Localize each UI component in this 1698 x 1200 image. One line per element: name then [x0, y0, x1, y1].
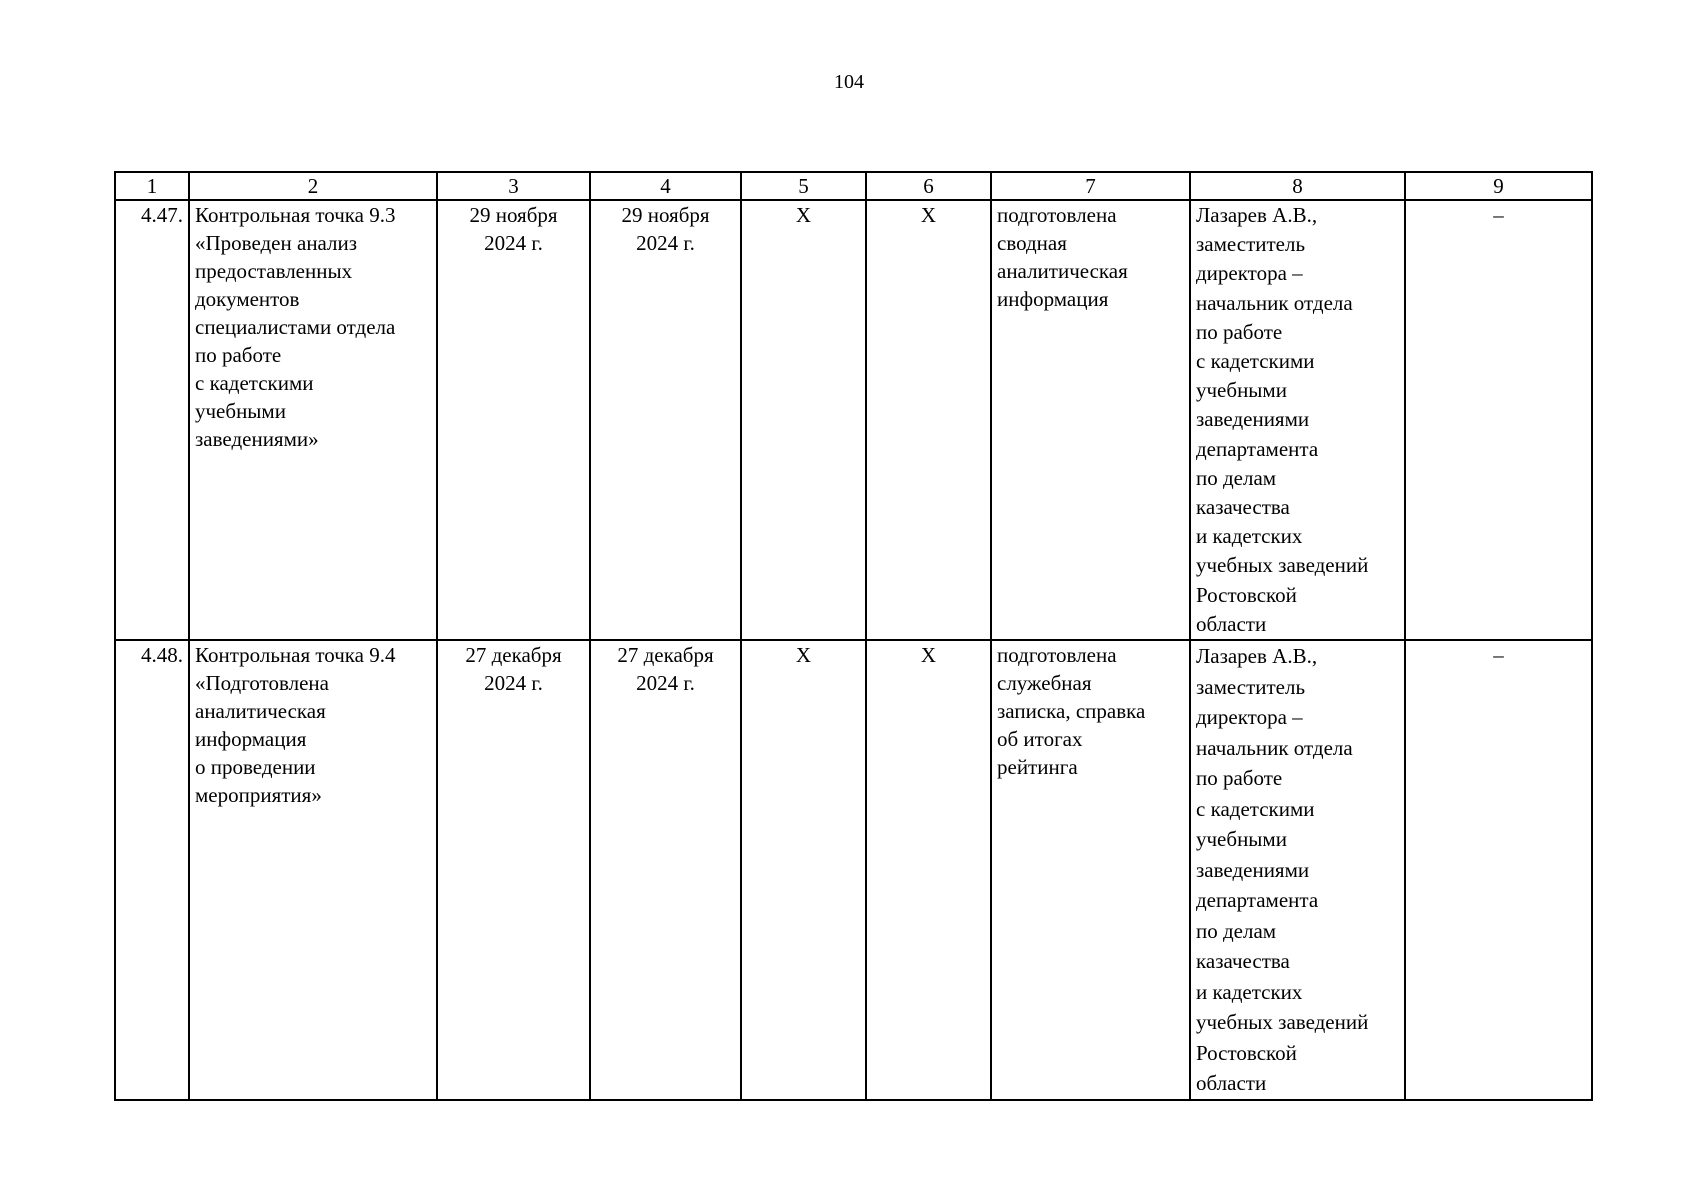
row-number: 4.47. [115, 200, 189, 640]
text-line: начальник отдела [1196, 290, 1353, 315]
text-line: записка, справка [997, 699, 1146, 724]
column-9-value: – [1405, 640, 1592, 1100]
control-point-name [189, 200, 437, 640]
text-line: 2024 г. [484, 671, 543, 696]
text-line: заместитель [1196, 674, 1306, 699]
text-line: подготовлена [997, 643, 1117, 668]
text-line: 2024 г. [484, 231, 543, 255]
table-row [115, 200, 1592, 640]
text-line: аналитическая [195, 699, 326, 724]
header-cell: 6 [866, 172, 991, 200]
control-point-name [189, 640, 437, 1100]
text-line: Контрольная точка 9.3 [195, 203, 396, 227]
text-line: области [1196, 1071, 1267, 1096]
row-number: 4.48. [115, 640, 189, 1100]
text-line: учебными [1196, 378, 1287, 403]
header-cell: 3 [437, 172, 590, 200]
column-5-value: X [741, 640, 866, 1100]
text-line: по работе [195, 343, 282, 367]
end-date [590, 640, 741, 1100]
text-line: с кадетскими [1196, 796, 1315, 821]
text-line: с кадетскими [1196, 349, 1315, 374]
text-line: и кадетских [1196, 524, 1303, 549]
text-line: подготовлена [997, 203, 1117, 227]
text-line: заместитель [1196, 232, 1306, 257]
text-line: учебными [195, 399, 286, 423]
plan-table [114, 171, 1593, 1101]
text-line: директора – [1196, 261, 1303, 286]
header-cell: 2 [189, 172, 437, 200]
text-line: Лазарев А.В., [1196, 203, 1318, 227]
column-6-value: X [866, 640, 991, 1100]
responsible-person [1190, 200, 1405, 640]
text-line: с кадетскими [195, 371, 314, 395]
text-line: информация [195, 727, 307, 752]
text-line: Лазарев А.В., [1196, 644, 1318, 669]
header-cell: 5 [741, 172, 866, 200]
text-line: по работе [1196, 766, 1283, 791]
text-line: 27 декабря [617, 643, 714, 668]
result-description [991, 200, 1190, 640]
text-line: Ростовской [1196, 1040, 1297, 1065]
text-line: казачества [1196, 495, 1290, 520]
header-cell: 8 [1190, 172, 1405, 200]
text-line: 29 ноября [469, 203, 558, 227]
text-line: директора – [1196, 705, 1303, 730]
text-line: рейтинга [997, 755, 1078, 780]
header-cell: 7 [991, 172, 1190, 200]
column-9-value: – [1405, 200, 1592, 640]
end-date [590, 200, 741, 640]
text-line: заведениями» [195, 427, 319, 451]
text-line: учебными [1196, 827, 1287, 852]
text-line: информация [997, 287, 1109, 311]
text-line: документов [195, 287, 300, 311]
text-line: мероприятия» [195, 783, 322, 808]
result-description [991, 640, 1190, 1100]
text-line: аналитическая [997, 259, 1128, 283]
text-line: учебных заведений [1196, 553, 1369, 578]
column-6-value: X [866, 200, 991, 640]
header-cell: 9 [1405, 172, 1592, 200]
header-cell: 1 [115, 172, 189, 200]
text-line: по делам [1196, 918, 1277, 943]
text-line: 29 ноября [621, 203, 710, 227]
text-line: заведениями [1196, 857, 1310, 882]
responsible-person [1190, 640, 1405, 1100]
text-line: сводная [997, 231, 1067, 255]
text-line: служебная [997, 671, 1092, 696]
text-line: 2024 г. [636, 671, 695, 696]
text-line: об итогах [997, 727, 1083, 752]
text-line: по работе [1196, 319, 1283, 344]
text-line: Контрольная точка 9.4 [195, 643, 396, 668]
text-line: области [1196, 611, 1267, 636]
header-row [115, 172, 1592, 200]
text-line: «Подготовлена [195, 671, 329, 696]
text-line: Ростовской [1196, 582, 1297, 607]
text-line: казачества [1196, 949, 1290, 974]
table-row [115, 640, 1592, 1100]
text-line: «Проведен анализ [195, 231, 358, 255]
text-line: заведениями [1196, 407, 1310, 432]
text-line: специалистами отдела [195, 315, 396, 339]
text-line: департамента [1196, 888, 1319, 913]
text-line: учебных заведений [1196, 1010, 1369, 1035]
text-line: о проведении [195, 755, 316, 780]
text-line: 27 декабря [465, 643, 562, 668]
text-line: по делам [1196, 465, 1277, 490]
start-date [437, 640, 590, 1100]
text-line: 2024 г. [636, 231, 695, 255]
text-line: департамента [1196, 436, 1319, 461]
start-date [437, 200, 590, 640]
text-line: начальник отдела [1196, 735, 1353, 760]
page-number: 104 [834, 71, 864, 93]
text-line: предоставленных [195, 259, 353, 283]
text-line: и кадетских [1196, 979, 1303, 1004]
column-5-value: X [741, 200, 866, 640]
header-cell: 4 [590, 172, 741, 200]
